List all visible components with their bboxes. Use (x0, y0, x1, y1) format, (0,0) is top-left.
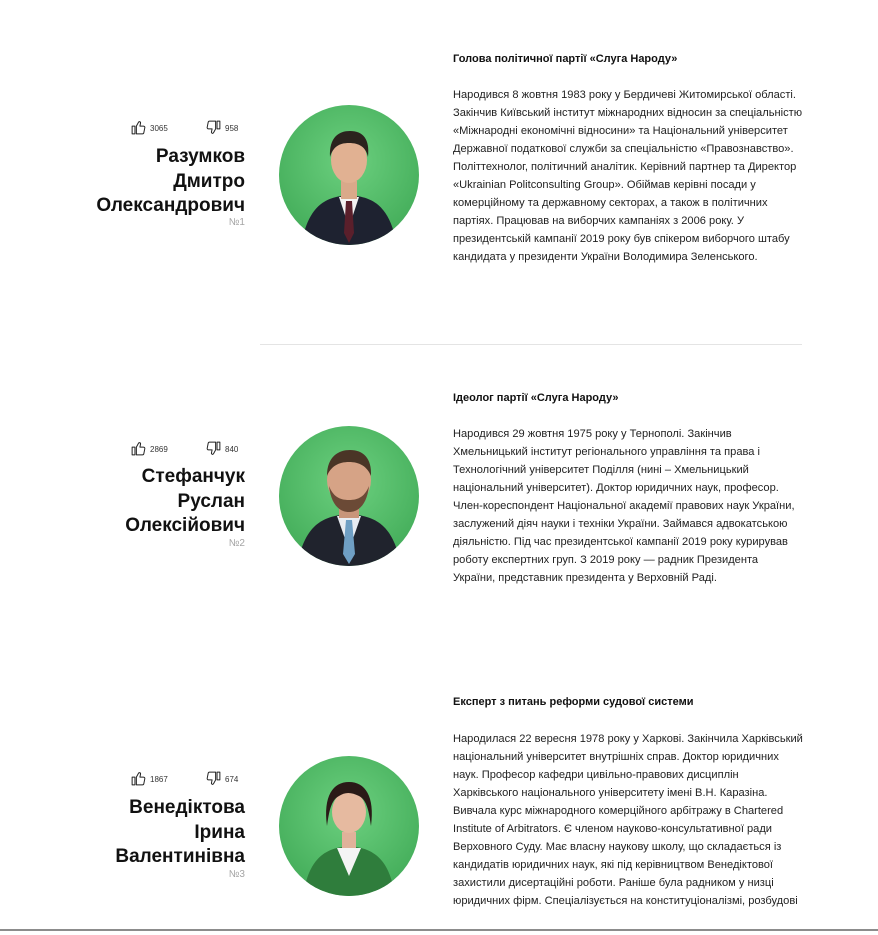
list-number: №1 (228, 217, 245, 228)
candidate-bio: Народився 29 жовтня 1975 року у Тернополі. Закінчив Хмельницький інститут регіонального управління та права і Технологічний університет Поділля (нині – Хмельницький національний університет). Доктор юридичних наук, професор. Член-кореспондент Національної академії правових наук України, заслужений діяч науки і техніки України. Займався адвокатською діяльністю. Під час президентської кампанії 2019 року курирував роботу експертних груп. З 2019 року — радник Президента України, представник президента у Верховній Раді. (453, 428, 795, 584)
candidate-bio: Народився 8 жовтня 1983 року у Бердичеві Житомирської області. Закінчив Київський інститут міжнародних відносин за спеціальністю «Міжнародні економічні відносини» та Національний університет Державної податкової служби за спеціальністю «Правознавство». Політтехнолог, політичний аналітик. Керівний партнер та Директор «Ukrainian Politconsulting Group». Обіймав керівні посади у комерційному та державному секторах, а також в політичних партіях. Працював на виборчих кампаніях з 2006 року. У президентській кампанії 2019 року був спікером виборчого штабу кандидата у президенти України Володимира Зеленського. (453, 89, 803, 263)
first-name: Дмитро (173, 170, 245, 192)
thumbs-down-icon (205, 440, 225, 459)
patronymic: Олексійович (125, 515, 245, 536)
like-button[interactable] (130, 770, 168, 789)
thumbs-down-icon (205, 119, 225, 138)
vote-controls (130, 440, 245, 460)
surname: Венедіктова (129, 797, 245, 818)
like-count: 3065 (150, 124, 168, 133)
like-count: 1867 (150, 775, 168, 784)
thumbs-down-icon (205, 770, 225, 789)
candidate-photo (279, 426, 419, 566)
candidate-bio: Народилася 22 вересня 1978 року у Харкові. Закінчила Харківський національний університет внутрішніх справ. Доктор юридичних наук. Професор кафедри цивільно-правових дисциплін Харківського національного університету імені В.Н. Каразіна. Вивчала курс міжнародного комерційного арбітражу в Chartered Institute of Arbitrators. Є членом науково-консультативної ради Верховного Суду. Має власну наукову школу, що складається із кандидатів юридичних наук, які під керівництвом Венедіктової захистили дисертаційні роботи. Раніше була радником у низці юридичних фірм. Спеціалізується на конституціоналізмі, розбудові (453, 733, 803, 907)
like-button[interactable] (130, 119, 168, 138)
page-bottom-border (0, 929, 878, 931)
first-name: Ірина (194, 821, 245, 843)
thumbs-up-icon (130, 440, 150, 459)
dislike-button[interactable] (205, 770, 238, 789)
section-divider (260, 344, 802, 345)
dislike-count: 674 (225, 775, 239, 784)
candidate-name (45, 145, 245, 219)
list-number: №3 (228, 869, 245, 880)
like-button[interactable] (130, 440, 168, 459)
list-number: №2 (228, 538, 245, 549)
dislike-count: 840 (225, 445, 239, 454)
dislike-button[interactable] (205, 440, 238, 459)
like-count: 2869 (150, 445, 168, 454)
candidate-photo (279, 756, 419, 896)
patronymic: Валентинівна (115, 846, 245, 867)
thumbs-up-icon (130, 770, 150, 789)
patronymic: Олександрович (96, 195, 245, 216)
surname: Разумков (155, 146, 245, 167)
vote-controls (130, 770, 245, 790)
candidate-role: Ідеолог партії «Слуга Народу» (453, 392, 619, 404)
thumbs-up-icon (130, 119, 150, 138)
candidate-name (45, 796, 245, 870)
dislike-button[interactable] (205, 119, 238, 138)
candidate-photo (279, 105, 419, 245)
dislike-count: 958 (225, 124, 239, 133)
candidate-role: Голова політичної партії «Слуга Народу» (453, 53, 678, 65)
candidate-role: Експерт з питань реформи судової системи (453, 696, 694, 708)
vote-controls (130, 119, 245, 139)
first-name: Руслан (177, 490, 245, 512)
surname: Стефанчук (141, 466, 245, 487)
candidate-name (45, 465, 245, 539)
